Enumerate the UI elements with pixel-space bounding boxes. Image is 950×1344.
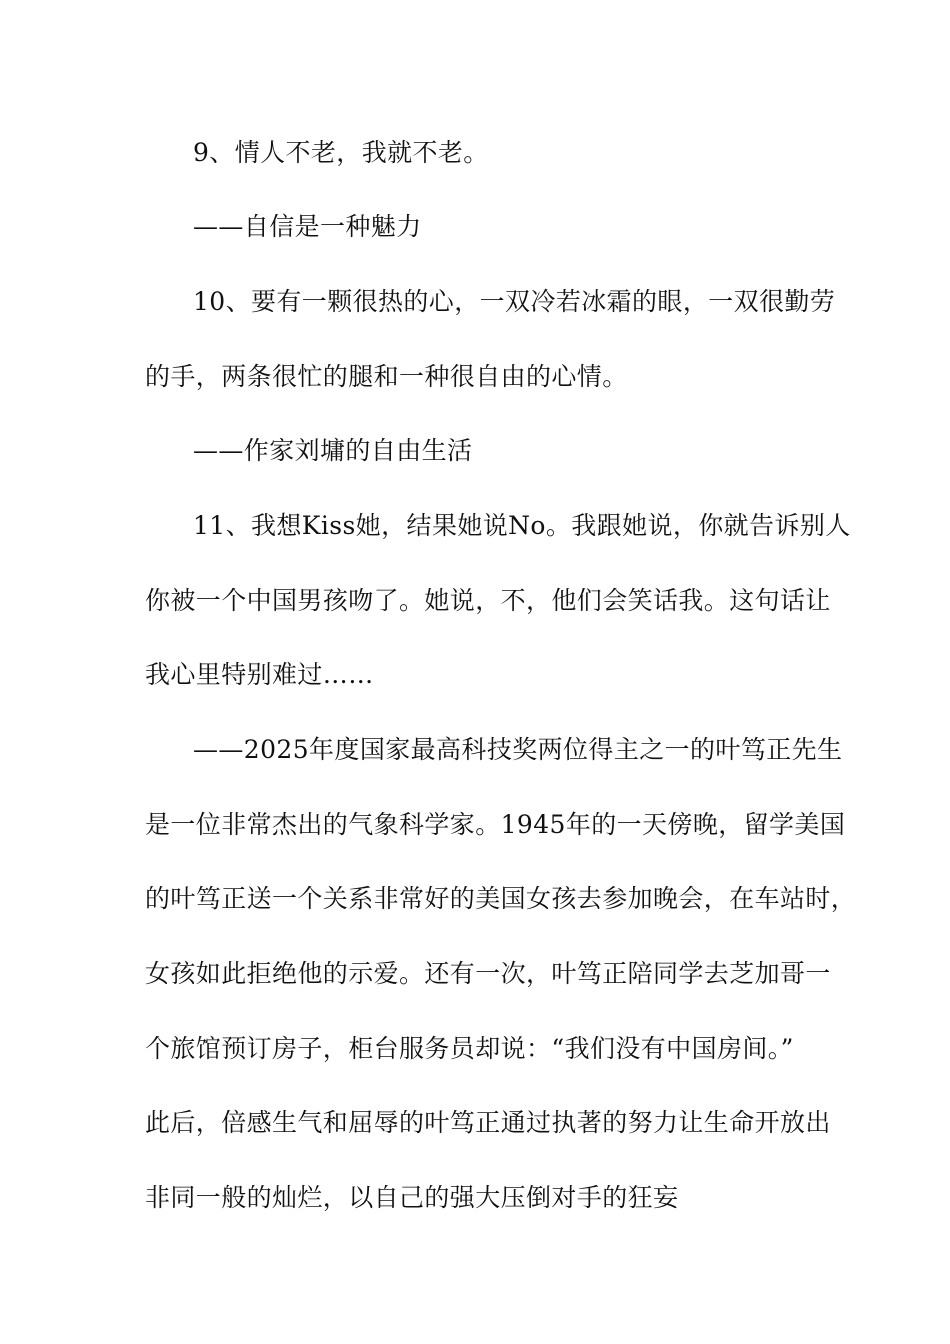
attribution-paragraph-line-7: 非同一般的灿烂，以自己的强大压倒对手的狂妄 <box>145 1183 679 1212</box>
quote-11-line-1: 11、我想Kiss她，结果她说No。我跟她说，你就告诉别人 <box>193 511 851 540</box>
quote-11-line-2: 你被一个中国男孩吻了。她说，不，他们会笑话我。这句话让 <box>145 586 831 615</box>
attribution-paragraph-line-6: 此后，倍感生气和屈辱的叶笃正通过执著的努力让生命开放出 <box>145 1108 831 1137</box>
quote-9-attribution: ——自信是一种魅力 <box>193 212 422 241</box>
attribution-paragraph-line-1: ——2025年度国家最高科技奖两位得主之一的叶笃正先生 <box>193 735 843 764</box>
quote-10-line-2: 的手，两条很忙的腿和一种很自由的心情。 <box>145 362 628 391</box>
quote-9-text: 9、情人不老，我就不老。 <box>193 138 489 167</box>
attribution-paragraph-line-3: 的叶笃正送一个关系非常好的美国女孩去参加晚会，在车站时， <box>145 884 857 913</box>
quote-10-line-1: 10、要有一颗很热的心，一双冷若冰霜的眼，一双很勤劳 <box>193 287 836 316</box>
quote-10-attribution: ——作家刘墉的自由生活 <box>193 436 473 465</box>
attribution-paragraph-line-2: 是一位非常杰出的气象科学家。1945年的一天傍晚，留学美国 <box>145 810 846 839</box>
attribution-paragraph-line-5: 个旅馆预订房子，柜台服务员却说：“我们没有中国房间。” <box>145 1034 794 1063</box>
attribution-paragraph-line-4: 女孩如此拒绝他的示爱。还有一次，叶笃正陪同学去芝加哥一 <box>145 959 831 988</box>
quote-11-line-3: 我心里特别难过…… <box>145 660 374 689</box>
